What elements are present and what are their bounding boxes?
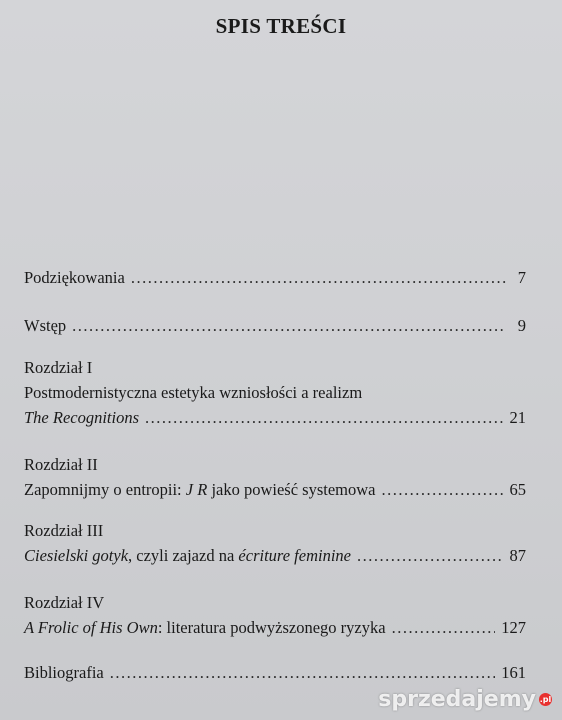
- toc-chapter-heading: Rozdział IV: [24, 593, 105, 612]
- toc-page-number: 87: [509, 546, 526, 565]
- site-watermark: [378, 687, 552, 712]
- toc-chapter-heading: Rozdział I: [24, 358, 93, 377]
- dot-leader: [392, 618, 496, 638]
- dot-leader: [382, 480, 504, 500]
- toc-entry-chapter-3: [24, 546, 526, 568]
- toc-page-number: 127: [501, 618, 526, 637]
- dot-leader: [131, 268, 506, 288]
- italic-term: écriture feminine: [238, 546, 351, 565]
- dot-leader: [72, 316, 506, 336]
- toc-entry-label: [24, 618, 386, 638]
- dot-leader: [357, 546, 504, 566]
- toc-entry-label: [24, 480, 376, 500]
- toc-entry-chapter-1: [24, 408, 526, 430]
- toc-entry-introduction: [24, 316, 526, 338]
- toc-chapter-heading: Rozdział III: [24, 521, 104, 540]
- toc-entry-chapter-2: [24, 480, 526, 502]
- italic-title: J R: [185, 480, 208, 499]
- page-title: SPIS TREŚCI: [215, 14, 347, 38]
- label-rest: : literatura podwyższonego ryzyka: [157, 618, 386, 637]
- label-mid: , czyli zajazd na: [128, 546, 239, 565]
- toc-entry-bibliography: [24, 663, 526, 685]
- toc-entry-chapter-4: [24, 618, 526, 640]
- dot-leader: [145, 408, 503, 428]
- italic-title: A Frolic of His Own: [24, 618, 158, 637]
- toc-entry-label: Podziękowania: [24, 268, 125, 287]
- toc-page-number: 161: [501, 663, 526, 682]
- toc-entry-label: Bibliografia: [24, 663, 104, 682]
- toc-entry-label: [24, 546, 351, 566]
- toc-chapter-subtitle: Postmodernistyczna estetyka wzniosłości a realizm: [24, 383, 363, 402]
- toc-entry-label: [24, 408, 139, 428]
- label-rest: jako powieść systemowa: [207, 480, 376, 499]
- toc-page-number: 9: [517, 316, 526, 335]
- italic-title: Ciesielski gotyk: [24, 546, 129, 565]
- toc-page-number: 21: [509, 408, 526, 427]
- toc-page-number: 7: [517, 268, 526, 287]
- watermark-badge-icon: .pl: [539, 695, 552, 704]
- toc-entry-label: Wstęp: [24, 316, 67, 335]
- toc-entry-acknowledgements: [24, 268, 526, 290]
- italic-title: The Recognitions: [24, 408, 140, 427]
- watermark-text: sprzedajemy: [378, 687, 536, 712]
- label-pre: Zapomnijmy o entropii:: [24, 480, 186, 499]
- toc-page-number: 65: [509, 480, 526, 499]
- toc-chapter-heading: Rozdział II: [24, 455, 98, 474]
- dot-leader: [110, 663, 496, 683]
